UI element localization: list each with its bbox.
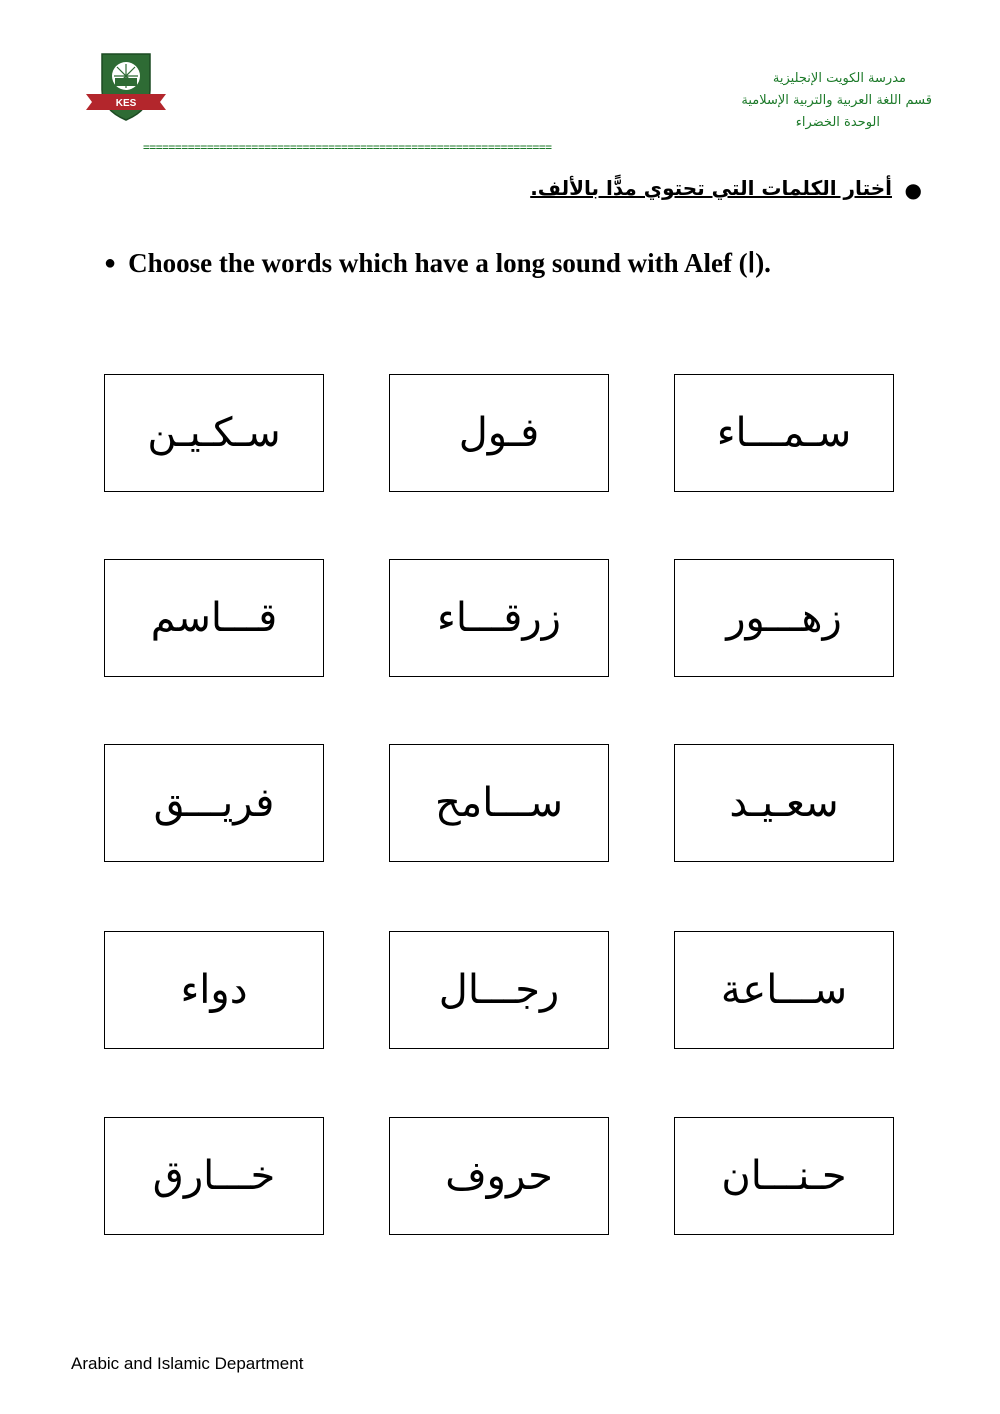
school-header xyxy=(612,68,932,134)
logo-text: KES xyxy=(115,98,137,109)
school-name: مدرسة الكويت الإنجليزية xyxy=(772,71,906,86)
word-card[interactable]: سـمـــاء xyxy=(674,374,894,492)
word-card[interactable]: حروف xyxy=(389,1117,609,1235)
instruction-english: Choose the words which have a long sound with Alef (ا). xyxy=(128,248,771,278)
word-card[interactable]: سعـيـد xyxy=(674,744,894,862)
header-separator: ================================================================ xyxy=(143,141,552,154)
footer-text: Arabic and Islamic Department xyxy=(71,1354,304,1373)
word-card[interactable]: ســـامح xyxy=(389,744,609,862)
word-card[interactable]: فريـــق xyxy=(104,744,324,862)
word-card[interactable]: دواء xyxy=(104,931,324,1049)
word-card[interactable]: سـكـيـن xyxy=(104,374,324,492)
school-logo xyxy=(84,50,168,124)
word-card[interactable]: زرقـــاء xyxy=(389,559,609,677)
word-card[interactable]: حـنـــان xyxy=(674,1117,894,1235)
instruction-arabic: أختار الكلمات التي تحتوي مدًّا بالألف. xyxy=(530,176,892,200)
word-card[interactable]: فـول xyxy=(389,374,609,492)
word-card[interactable]: ســـاعة xyxy=(674,931,894,1049)
instruction-english-line xyxy=(104,248,771,279)
word-card[interactable]: قـــاسم xyxy=(104,559,324,677)
bullet-icon: ● xyxy=(904,178,922,202)
department-name: قسم اللغة العربية والتربية الإسلامية xyxy=(741,93,932,108)
word-card[interactable]: رجـــال xyxy=(389,931,609,1049)
bullet-icon: ● xyxy=(104,252,117,274)
word-card[interactable]: خـــارق xyxy=(104,1117,324,1235)
word-card[interactable]: زهـــور xyxy=(674,559,894,677)
unit-name: الوحدة الخضراء xyxy=(795,115,880,130)
